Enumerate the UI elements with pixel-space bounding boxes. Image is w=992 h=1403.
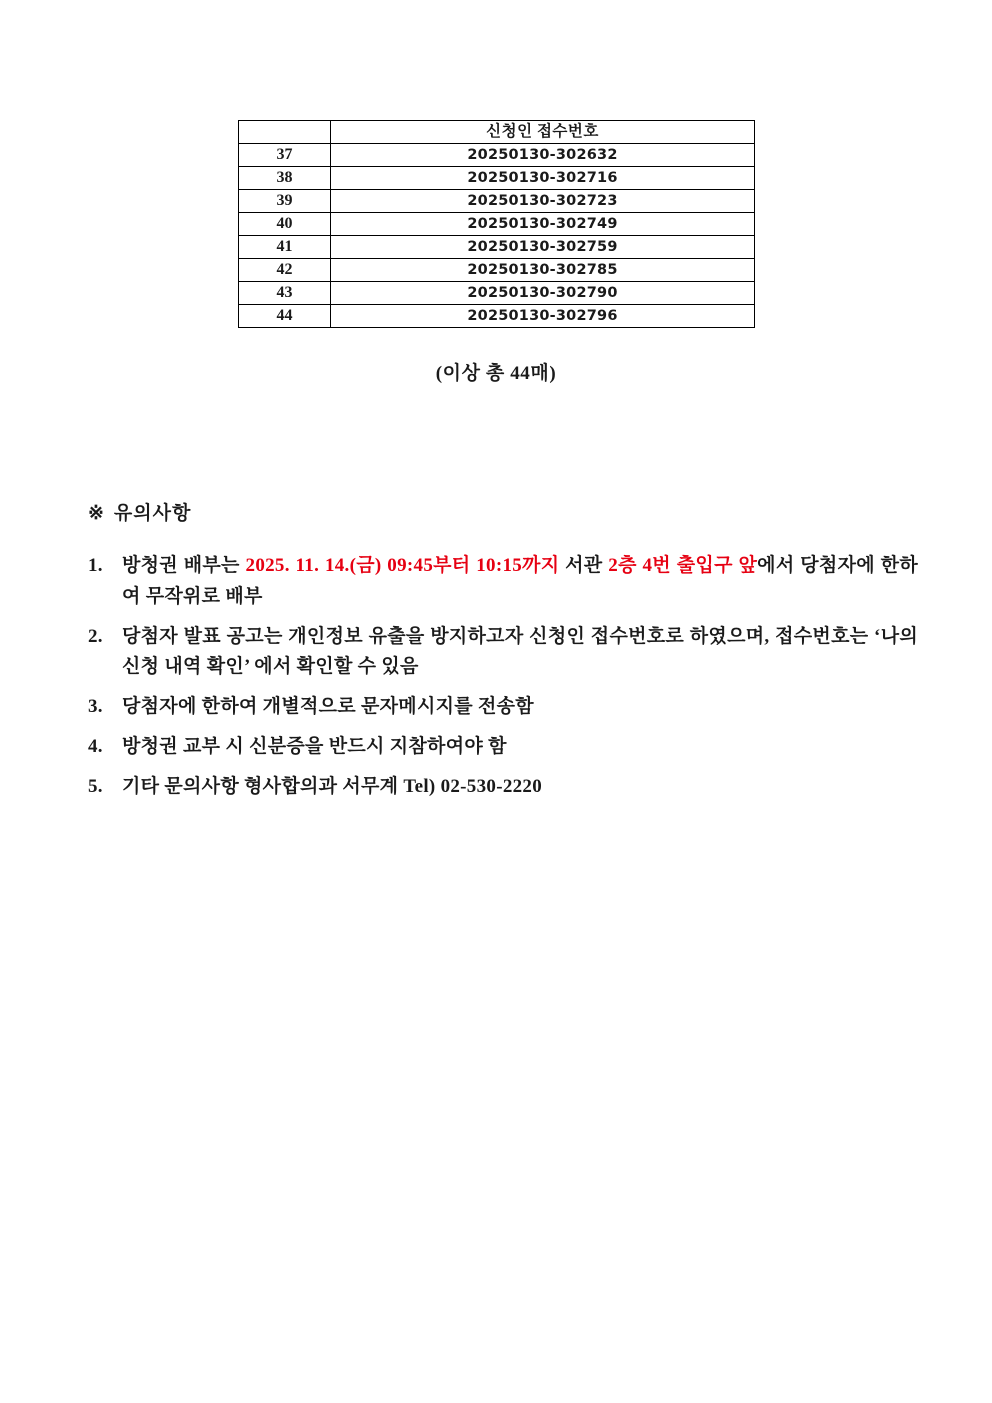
notice-item-text [122, 736, 507, 757]
notice-text-plain: 당첨자 발표 공고는 개인정보 유출을 방지하고자 신청인 접수번호로 하였으며, 접수번호는 ‘나의 신청 내역 확인’ 에서 확인할 수 있음 [122, 625, 918, 678]
receipt-number-cell: 20250130-302790 [331, 282, 755, 305]
notice-item [88, 732, 918, 763]
notice-item [88, 551, 918, 613]
notice-heading-label: 유의사항 [113, 503, 192, 524]
notice-item-text [122, 776, 542, 797]
receipt-number-cell: 20250130-302759 [331, 236, 755, 259]
receipt-number-cell: 20250130-302716 [331, 167, 755, 190]
receipt-number-cell: 20250130-302749 [331, 213, 755, 236]
notice-item-marker: 1. [88, 555, 103, 576]
table-row [239, 167, 755, 190]
notice-text-plain: 방청권 배부는 [122, 555, 246, 576]
table-row [239, 282, 755, 305]
notice-item [88, 622, 918, 684]
table-header-row [239, 121, 755, 144]
notice-item-text [122, 555, 918, 607]
row-index-cell: 41 [239, 236, 331, 259]
row-index-cell: 42 [239, 259, 331, 282]
notice-item-marker: 3. [88, 696, 103, 718]
notice-text-plain: 서관 [565, 555, 609, 576]
receipt-number-cell: 20250130-302796 [331, 305, 755, 328]
notice-section [88, 498, 918, 811]
receipt-number-table-container [238, 120, 754, 328]
table-row [239, 236, 755, 259]
table-row [239, 144, 755, 167]
notice-text-plain: 방청권 교부 시 신분증을 반드시 지참하여야 함 [122, 735, 507, 757]
notice-item-text [122, 626, 918, 678]
table-row [239, 305, 755, 328]
table-body [239, 144, 755, 328]
notice-item-list [88, 551, 918, 802]
total-count-line: (이상 총 44매) [435, 363, 557, 384]
notice-text-plain: 기타 문의사항 형사합의과 서무계 Tel) 02-530-2220 [122, 775, 543, 797]
receipt-number-cell: 20250130-302785 [331, 259, 755, 282]
table-header [239, 121, 755, 144]
row-index-cell: 37 [239, 144, 331, 167]
notice-text-highlight: 2025. 11. 14.(금) 09:45부터 10:15까지 [245, 555, 566, 576]
notice-item-marker: 4. [88, 735, 103, 757]
notice-heading [88, 498, 918, 525]
notice-text-plain: 당첨자에 한하여 개별적으로 문자메시지를 전송함 [122, 696, 534, 718]
notice-item-marker: 5. [88, 775, 103, 797]
receipt-number-cell: 20250130-302723 [331, 190, 755, 213]
receipt-number-cell: 20250130-302632 [331, 144, 755, 167]
notice-item-text [122, 696, 534, 717]
notice-item-marker: 2. [88, 625, 103, 647]
table-row [239, 213, 755, 236]
notice-item [88, 772, 918, 803]
row-index-cell: 38 [239, 167, 331, 190]
row-index-cell: 43 [239, 282, 331, 305]
column-header-index [239, 121, 331, 144]
notice-text-plain: 에서 당첨자에 한하여 무작위로 배부 [122, 555, 918, 607]
row-index-cell: 44 [239, 305, 331, 328]
receipt-number-table [238, 120, 755, 328]
row-index-cell: 39 [239, 190, 331, 213]
table-row [239, 190, 755, 213]
column-header-receipt-number: 신청인 접수번호 [331, 121, 755, 144]
notice-text-highlight: 2층 4번 출입구 앞 [608, 555, 758, 576]
row-index-cell: 40 [239, 213, 331, 236]
reference-mark-icon: ※ [88, 503, 105, 524]
notice-item [88, 692, 918, 723]
table-row [239, 259, 755, 282]
